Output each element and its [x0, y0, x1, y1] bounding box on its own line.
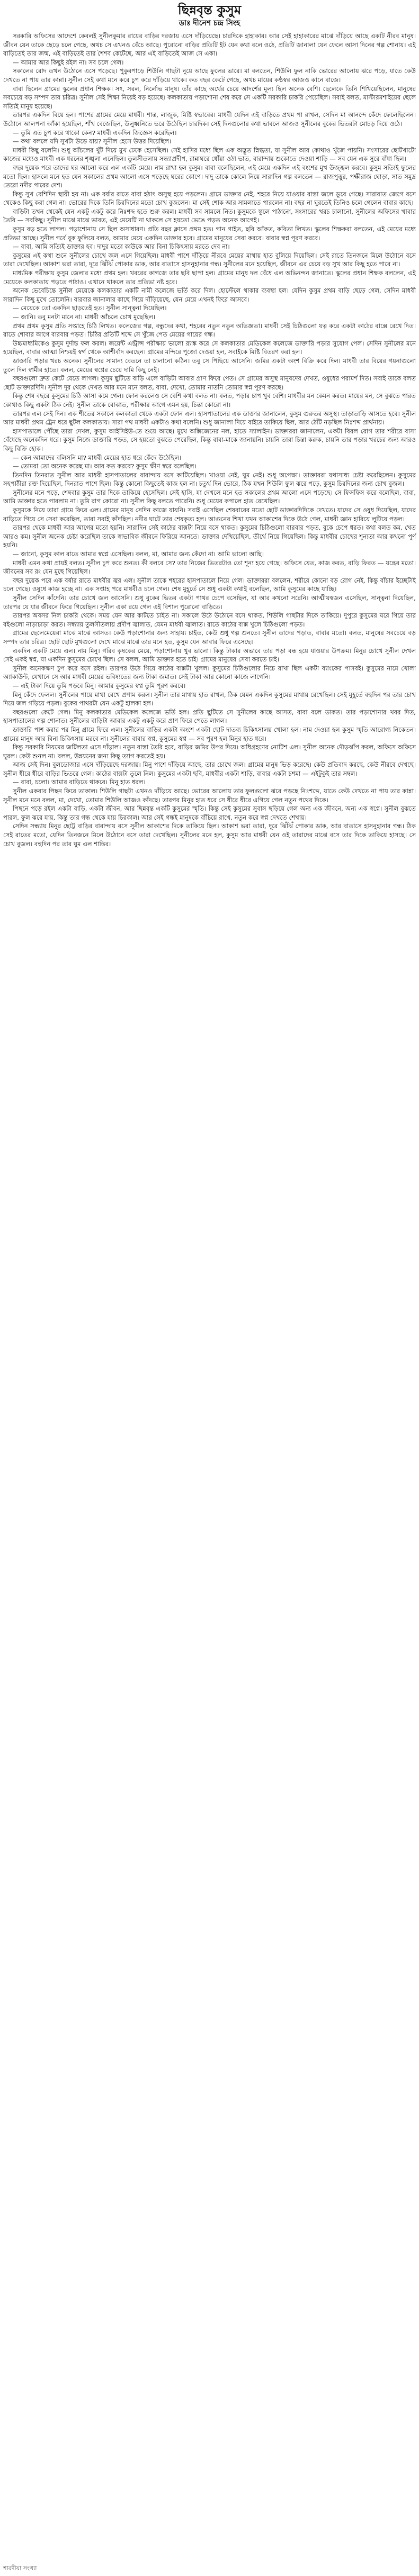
story-paragraph: সকালের রোদ তখন উঠোনে এসে পড়েছে। পুকুরপাড়ে শিউলি গাছটা নুয়ে আছে ফুলের ভারে। মা বলতেন, শিউলি ফুল নাকি ভোরের আলোয় ঝরে পড়ে, যাতে কেউ দেখতে না পায় তার কান্না। সুনীল সেই কথা মনে করে চুপ করে দাঁড়িয়ে থাকে। কত বছর কেটে গেছে, অথচ মায়ের কণ্ঠস্বর আজও কানে বাজে। — [3, 67, 416, 84]
story-paragraph: প্রথম প্রথম কুসুম প্রতি সপ্তাহে চিঠি লিখত। কলেজের গল্প, বন্ধুদের কথা, শহরের নতুন নতুন অভিজ্ঞতা। মাধবী সেই চিঠিগুলো যত্ন করে একটা কাঠের বাক্সে রেখে দিত। রাতে শোবার আগে বারবার পড়ত। চিঠির প্রতিটি শব্দে সে খুঁজে পেত মেয়ের গায়ের গন্ধ। — [3, 322, 416, 339]
story-paragraph: গ্রামের ছেলেমেয়েরা মাঝে মাঝে আসত। কেউ পড়াশোনার জন্য সাহায্য চাইত, কেউ শুধু গল্প শুনতে। সুনীল তাদের পড়াত, বাবার মতো। বলত, মানুষের সবচেয়ে বড় সম্পদ তার চরিত্র। ছোট ছোট মুখগুলো দেখে মাঝে মাঝে তার মনে হত, কুসুম যেন আবার ফিরে এসেছে। — [3, 629, 416, 646]
story-paragraph: বাবা ছিলেন গ্রামের স্কুলের প্রধান শিক্ষক। সৎ, সরল, নির্লোভ মানুষ। তাঁর কাছে অর্থের চেয়ে আদর্শের মূল্য ছিল অনেক বেশি। ছেলেকে তিনি শিখিয়েছিলেন, মানুষের সবচেয়ে বড় সম্পদ তার চরিত্র। সুনীল সেই শিক্ষা নিয়েই বড় হয়েছে। কলকাতায় পড়াশোনা শেষ করে সে একটি সরকারি চাকরি পেয়েছিল। সবাই বলত, মাস্টারমশাইয়ের ছেলে সত্যিই মানুষ হয়েছে। — [3, 85, 416, 110]
story-paragraph: কিন্তু সুখ বেশিদিন স্থায়ী হয় না। এক বর্ষার রাতে বাবা হঠাৎ অসুস্থ হয়ে পড়লেন। গ্রামে ডাক্তার নেই, শহরে নিয়ে যাওয়ার রাস্তা জলে ডুবে গেছে। সারারাত জেগে বসে থেকেও কিছু করা গেল না। ভোরের দিকে তিনি চিরদিনের মতো চোখ বুজলেন। মা সেই শোক আর সামলাতে পারলেন না। বছর না ঘুরতেই তিনিও চলে গেলেন বাবার কাছে। — [3, 190, 416, 207]
story-paragraph: মাধবী এমন কথা প্রায়ই বলত। সুনীল চুপ করে শুনত। কী বলবে সে? তার নিজের ভিতরটাও তো শূন্য হয়ে গেছে। অফিসে যেত, কাজ করত, বাড়ি ফিরত — যন্ত্রের মতো। জীবনের সব রং যেন মুছে গিয়েছিল। — [3, 559, 416, 576]
story-paragraph: তারপর অবসর নিল চাকরি থেকে। সময় যেন আর কাটতে চাইত না। সকালে উঠে উঠোনে বসে থাকত, শিউলি গাছটার দিকে তাকিয়ে। দুপুরে কুসুমের ঘরে গিয়ে তার বইগুলো নাড়াচাড়া করত। সন্ধ্যায় তুলসীতলায় প্রদীপ জ্বালাত, যেমন মাধবী জ্বালাত। রাতে কাঠের বাক্স খুলে চিঠিগুলো পড়ত। — [3, 612, 416, 628]
story-paragraph: — বাবা, আমি সত্যিই ডাক্তার হব। দাদুর মতো কাউকে আর বিনা চিকিৎসায় মরতে দেব না। — [13, 243, 230, 251]
story-paragraph: উচ্চমাধ্যমিকেও কুসুম দুর্দান্ত ফল করল। জয়েন্ট এন্ট্রান্স পরীক্ষায় ভালো র‍্যাঙ্ক করে সে কলকাতার মেডিকেল কলেজে ডাক্তারি পড়ার সুযোগ পেল। সেদিন সুনীলের মনে হয়েছিল, বাবার আত্মা নিশ্চয়ই স্বর্গ থেকে আশীর্বাদ করছেন। গ্রামের মন্দিরে পুজো দেওয়া হল, সবাইকে মিষ্টি বিতরণ করা হল। — [3, 339, 416, 356]
story-paragraph: কুসুমকে নিয়ে তারা গ্রামে ফিরে এল। গ্রামের মানুষ সেদিন কাজে যায়নি। সবাই এসেছিল শেষবারের মতো ছোট ডাক্তারদিদিকে দেখতে। যাদের সে ওষুধ দিয়েছিল, যাদের বাড়িতে গিয়ে সে সেবা করেছিল, তারা সবাই কাঁদছিল। নদীর ঘাটে তার শেষকৃত্য হল। আগুনের শিখা যখন আকাশের দিকে উঠে গেল, মাধবী জ্ঞান হারিয়ে লুটিয়ে পড়ল। — [3, 506, 416, 523]
story-paragraph: সুনীল একবার পিছন ফিরে তাকাল। শিউলি গাছটা এখনও দাঁড়িয়ে আছে। ভোরের আলোয় তার ফুলগুলো ঝরে পড়ছে নিঃশব্দে, যাতে কেউ দেখতে না পায় তার কান্না। সুনীল মনে মনে বলল, মা, দেখো, তোমার শিউলি আজও কাঁদছে। তারপর মিনুর হাত ধরে সে ধীরে ধীরে এগিয়ে গেল নতুন পথের দিকে। — [3, 787, 416, 804]
story-paragraph: সরকারি অফিসের আদেশে কেবলই সুনীলকুমার রায়ের বাড়ির দরজায় এসে দাঁড়িয়েছে। চারদিকে হাহাকার। আর সেই হাহাকারের মাঝে দাঁড়িয়ে আছে একটি নীরব মানুষ। জীবন যেন তাকে ছেড়ে চলে গেছে, অথচ সে এখনও বেঁচে আছে। পুরোনো বাড়ির প্রতিটি ইট যেন কথা বলে ওঠে, প্রতিটি জানালা যেন ফেলে আসা দিনের গল্প শোনায়। এই বাড়িতেই তার জন্ম, এই বাড়িতেই তার শৈশব কেটেছে, আর এই বাড়িতেই আজ সে একা। — [3, 32, 416, 58]
story-paragraph: সেদিন সন্ধ্যায় মিনুর ছোট্ট বাড়ির বারান্দায় বসে সুনীল আকাশের দিকে তাকিয়ে ছিল। আকাশ ভরা তারা, দূরে ঝিঁঝিঁ পোকার ডাক, আর বাতাসে হাসনুহানার গন্ধ। ঠিক সেই রাতের মতো, যেদিন তিনজনে মিলে উঠোনে বসে তারা দেখেছিল। সুনীলের মনে হল, কুসুম আর মাধবী যেন ওই তারাদের মাঝে বসে তার দিকে তাকিয়ে হাসছে। সে চোখ বুজল। বহুদিন পর তার ঘুম এল শান্তির। — [3, 822, 416, 848]
story-paragraph: — এই টাকা দিয়ে তুমি পড়বে মিনু। আমার কুসুমের স্বপ্ন তুমি পূরণ করবে। — [13, 682, 186, 690]
story-paragraph: বছর দুয়েক পরে এক বর্ষার রাতে মাধবীর জ্বর এল। সুনীল তাকে শহরের হাসপাতালে নিয়ে গেল। ডাক্তাররা বললেন, শরীরে কোনো বড় রোগ নেই, কিন্তু বাঁচার ইচ্ছেটাই চলে গেছে। ওষুধে কাজ হচ্ছে না। এক সপ্তাহ পরে মাধবীও চলে গেল। শেষ মুহূর্তে সে শুধু একটা কথাই বলেছিল, আমি কুসুমের কাছে যাচ্ছি। — [3, 576, 416, 593]
story-paragraph: — বাবা, চলো। আমার বাড়িতে থাকবে। মিনু হাত ধরল। — [13, 778, 146, 786]
page-footer: শারদীয়া সংখ্যা — [3, 2565, 37, 2572]
story-paragraph: আজ সেই দিন। বুলডোজার এসে দাঁড়িয়েছে দরজায়। মিনু পাশে দাঁড়িয়ে আছে, তার চোখে জল। গ্রামের মানুষ ভিড় করেছে। কেউ প্রতিবাদ করছে, কেউ নীরবে দেখছে। সুনীল ধীরে ধীরে বাড়ির ভিতরে গেল। কাঠের বাক্সটা তুলে নিল। কুসুমের একটা ছবি, মাধবীর একটা শাড়ি, বাবার একটা চশমা — এইটুকুই তার সম্বল। — [3, 761, 416, 777]
story-paragraph: — মেয়েকে তো একদিন ছাড়তেই হত। সুনীল সান্ত্বনা দিয়েছিল। — [13, 304, 167, 312]
story-paragraph: অনেক ভেবেচিন্তে সুনীল মেয়েকে কলকাতার একটি নামী কলেজে ভর্তি করে দিল। হোস্টেলে থাকার ব্যবস্থা হল। যেদিন কুসুম প্রথম বাড়ি ছেড়ে গেল, সেদিন মাধবী সারাদিন কিছু মুখে তোলেনি। বারবার জানালার কাছে গিয়ে দাঁড়িয়েছে, যেন মেয়ে এখনই ফিরে আসবে। — [3, 287, 416, 303]
story-paragraph: কুসুমের এই কথা শুনে সুনীলের চোখে জল এসে গিয়েছিল। মাধবী পাশে দাঁড়িয়ে নীরবে মেয়ের মাথায় হাত বুলিয়ে দিয়েছিল। সেই রাতে তিনজনে মিলে উঠোনে বসে তারা দেখেছিল। আকাশ ভরা তারা, দূরে ঝিঁঝিঁ পোকার ডাক, আর বাতাসে হাসনুহানার গন্ধ। সুনীলের মনে হয়েছিল, জীবনে এর চেয়ে বড় সুখ আর কিছু হতে পারে না। — [3, 251, 416, 268]
story-paragraph: — তুমি এত চুপ করে থাকো কেন? মাধবী একদিন জিজ্ঞেস করেছিল। — [13, 129, 177, 137]
story-paragraph: — কেন আমাদের বলিসনি মা? মাধবী মেয়ের হাত ধরে কেঁদে উঠেছিল। — [13, 453, 182, 461]
story-paragraph: বাড়িটা তখন থেকেই যেন একটু একটু করে নিঃশব্দ হতে শুরু করল। মাধবী সব সামলে নিত। কুসুমকে স্কুলে পাঠানো, সংসারের খরচ চালানো, সুনীলের অফিসের খাবার তৈরি — সবকিছু। সুনীল মাঝে মাঝে ভাবত, এই মেয়েটি না থাকলে সে হয়তো ভেঙে পড়ত অনেক আগেই। — [3, 207, 416, 224]
story-paragraph: মাধ্যমিক পরীক্ষায় কুসুম জেলার মধ্যে প্রথম হল। খবরের কাগজে তার ছবি ছাপা হল। গ্রামের মানুষ দল বেঁধে এল অভিনন্দন জানাতে। স্কুলের প্রধান শিক্ষক বললেন, এই মেয়েকে কলকাতায় পড়তে পাঠাও। এখানে থাকলে তার প্রতিভা নষ্ট হবে। — [3, 269, 416, 286]
story-title: ছিন্নবৃন্ত কুসুম — [177, 2, 242, 17]
story-paragraph: ডাক্তারি পড়ার খরচ অনেক। সুনীলের সামান্য বেতনে তা চালানো কঠিন। তবু সে পিছিয়ে আসেনি। জমির একটা অংশ বিক্রি করে দিল। মাধবী তার বিয়ের গয়নাগুলো তুলে দিল স্বামীর হাতে। বলল, মেয়ের স্বপ্নের চেয়ে দামি কিছু নেই। — [3, 357, 416, 374]
story-paragraph: তিনদিন তিনরাত সুনীল আর মাধবী হাসপাতালের বারান্দায় বসে কাটিয়েছিল। খাওয়া নেই, ঘুম নেই। শুধু অপেক্ষা। ডাক্তাররা যথাসাধ্য চেষ্টা করেছিলেন। কুসুমের সহপাঠীরা রক্ত দিয়েছিল, দিনরাত পাশে ছিল। কিন্তু কোনো কিছুতেই কাজ হল না। চতুর্থ দিন ভোরে, ঠিক যখন শিউলি ফুল ঝরে পড়ে, কুসুম চিরদিনের জন্য চোখ বুজল। — [3, 471, 416, 488]
story-paragraph: পিছনে পড়ে রইল একটা বাড়ি, একটা জীবন, আর ছিন্নবৃন্ত একটি কুসুমের স্মৃতি। কিন্তু সেই কুসুমের সুবাস ছড়িয়ে গেল অন্য এক জীবনে, অন্য এক স্বপ্নে। সুনীল বুঝতে পারল, ফুল ঝরে যায়, কিন্তু তার গন্ধ থেকে যায় চিরকাল। আর সেই গন্ধই মানুষকে বাঁচিয়ে রাখে, নতুন করে স্বপ্ন দেখতে শেখায়। — [3, 805, 416, 821]
story-body — [3, 32, 416, 848]
story-paragraph: — আমার আর কিছুই রইল না। সব চলে গেল। — [13, 58, 124, 66]
story-paragraph: — জানি। তবু মনটা মানে না। মাধবী আঁচলে চোখ মুছেছিল। — [13, 313, 156, 321]
story-paragraph: তারপর এল সেই দিন। এক শীতের সকালে কলকাতা থেকে একটা ফোন এল। হাসপাতালের এক ডাক্তার জানালেন, কুসুম গুরুতর অসুস্থ। তাড়াতাড়ি আসতে হবে। সুনীল আর মাধবী প্রথম ট্রেন ধরে ছুটল কলকাতায়। সারা পথ মাধবী একটাও কথা বলেনি। শুধু জানালা দিয়ে বাইরে তাকিয়ে ছিল, আর ঠোঁট নড়ছিল নিঃশব্দ প্রার্থনায়। — [3, 410, 416, 427]
story-paragraph: বছরগুলো কেটে গেল। মিনু কলকাতার মেডিকেল কলেজে ভর্তি হল। প্রতি ছুটিতে সে সুনীলের কাছে আসত, বাবা বলে ডাকত। তার পড়াশোনার খবর দিত, হাসপাতালের গল্প শোনাত। সুনীলের বাড়িটা আবার একটু একটু করে প্রাণ ফিরে পেতে লাগল। — [3, 708, 416, 725]
story-paragraph: কুসুম বড় হতে লাগল। পড়াশোনায় সে ছিল অসাধারণ। প্রতি বছর ক্লাসে প্রথম হত। গান গাইত, ছবি আঁকত, কবিতা লিখত। স্কুলের শিক্ষকরা বলতেন, এই মেয়ের মধ্যে প্রতিভা আছে। সুনীল গর্বে বুক ফুলিয়ে বলত, আমার মেয়ে একদিন ডাক্তার হবে। গ্রামের মানুষের সেবা করবে। বাবার স্বপ্ন পূরণ করবে। — [3, 225, 416, 242]
story-paragraph: সুনীল সেদিন কাঁদেনি। তার চোখে জল আসেনি। শুধু বুকের ভিতর একটা পাথর চেপে বসেছিল, যা আর কখনো সরেনি। আত্মীয়স্বজন এসেছিল, সান্ত্বনা দিয়েছিল, তারপর যে যার জীবনে ফিরে গিয়েছিল। সুনীল একা রয়ে গেল এই বিশাল পুরোনো বাড়িতে। — [3, 594, 416, 611]
story-paragraph: সুনীলের মনে পড়ে, শেষবার কুসুম তার দিকে তাকিয়ে হেসেছিল। সেই হাসি, যা দেখলে মনে হত সকালের প্রথম আলো এসে পড়েছে। সে ফিসফিস করে বলেছিল, বাবা, আমি ডাক্তার হতে পারলাম না। তুমি রাগ কোরো না। সুনীল কিছু বলতে পারেনি। শুধু মেয়ের কপালে হাত রেখেছিল। — [3, 488, 416, 505]
story-paragraph: ডাক্তারি পাশ করার পর মিনু গ্রামে ফিরে এল। সুনীলের বাড়ির একটা অংশে একটা ছোট দাতব্য চিকিৎসালয় খোলা হল। নাম দেওয়া হল কুসুম স্মৃতি আরোগ্য নিকেতন। গ্রামের মানুষ আর বিনা চিকিৎসায় মরবে না। সুনীলের বাবার স্বপ্ন, কুসুমের স্বপ্ন — সব পূরণ হল মিনুর হাত ধরে। — [3, 725, 416, 742]
story-paragraph: একদিন একটি মেয়ে এল। নাম মিনু। গরিব কৃষকের মেয়ে, পড়াশোনায় খুব ভালো। কিন্তু টাকার অভাবে তার পড়া বন্ধ হয়ে যাওয়ার উপক্রম। মিনুর চোখে সুনীল দেখল সেই একই স্বপ্ন, যা একদিন কুসুমের চোখে ছিল। সে বলল, আমি ডাক্তার হতে চাই। গ্রামের মানুষের সেবা করতে চাই। — [3, 647, 416, 664]
story-paragraph: মিনু কেঁদে ফেলল। সুনীলের পায়ে মাথা রেখে প্রণাম করল। সুনীল তার মাথায় হাত রাখল, ঠিক যেমন একদিন কুসুমের মাথায় রেখেছিল। সেই মুহূর্তে বহুদিন পর তার চোখ দিয়ে জল গড়িয়ে পড়ল। বুকের পাথরটা যেন একটু হালকা হল। — [3, 691, 416, 708]
story-byline: ডাঃ দীনেশ চন্দ্র সিংহ — [179, 19, 240, 28]
story-paragraph: — তোমরা তো অনেক করেছ মা। আর কত করবে? কুসুম ক্ষীণ স্বরে বলেছিল। — [13, 462, 197, 470]
story-paragraph: — কথা বললে যদি সুখটা উড়ে যায়? সুনীল হেসে উত্তর দিয়েছিল। — [13, 138, 172, 146]
story-paragraph: বছরগুলো দ্রুত কেটে যেতে লাগল। কুসুম ছুটিতে বাড়ি এলে বাড়িটা আবার প্রাণ ফিরে পেত। সে গ্রামের অসুস্থ মানুষদের দেখত, ওষুধের পরামর্শ দিত। সবাই তাকে বলত ছোট ডাক্তারদিদি। সুনীল দূর থেকে দেখত আর মনে মনে বলত, বাবা, দেখো, তোমার নাতনি তোমার স্বপ্ন পূরণ করছে। — [3, 375, 416, 391]
story-paragraph: তারপর একদিন বিয়ে হল। পাশের গ্রামের মেয়ে মাধবী। শান্ত, লাজুক, মিষ্টি স্বভাবের। মাধবী যেদিন এই বাড়িতে প্রথম পা রাখল, সেদিন মা আনন্দে কেঁদে ফেলেছিলেন। উঠোনে আলপনা আঁকা হয়েছিল, শাঁখ বেজেছিল, উলুধ্বনিতে ভরে উঠেছিল চারদিক। সেই দিনগুলোর কথা ভাবলে আজও সুনীলের বুকের ভিতরটা মোচড় দিয়ে ওঠে। — [3, 111, 416, 128]
story-paragraph: তারপর থেকে মাধবী আর আগের মতো হয়নি। সারাদিন সেই কাঠের বাক্সটা নিয়ে বসে থাকত। কুসুমের চিঠিগুলো বারবার পড়ত, বুকে চেপে ধরত। কথা বলত কম, খেত আরও কম। সুনীল অনেক চেষ্টা করেছিল তাকে স্বাভাবিক জীবনে ফিরিয়ে আনতে। ডাক্তার দেখিয়েছিল, তীর্থে নিয়ে গিয়েছিল। কিন্তু মাধবীর চোখের শূন্যতা আর কখনো পূর্ণ হয়নি। — [3, 524, 416, 549]
story-paragraph: কিন্তু সরকারি নিয়মের জটিলতা এসে দাঁড়াল। নতুন রাস্তা তৈরি হবে, বাড়ির জমির উপর দিয়ে। অধিগ্রহণের নোটিশ এল। সুনীল অনেক দৌড়ঝাঁপ করল, অফিসে অফিসে ঘুরল। কেউ শুনল না। বলল, উন্নয়নের জন্য কিছু ত্যাগ করতেই হয়। — [3, 743, 416, 760]
story-paragraph: বছর দুয়েক পরে তাদের ঘর আলো করে এল একটি মেয়ে। নাম রাখা হল কুসুম। বাবা বলেছিলেন, এই মেয়ে একদিন এই বংশের মুখ উজ্জ্বল করবে। কুসুম সত্যিই ফুলের মতো ছিল। হাসলে মনে হত যেন সকালের প্রথম আলো এসে পড়েছে ঘরের কোণে। দাদু তাকে কোলে নিয়ে সারাদিন গল্প বলতেন — রাজপুত্তুর, পক্ষীরাজ ঘোড়া, সাত সমুদ্র তেরো নদীর পারের দেশ। — [3, 164, 416, 189]
story-paragraph: হাসপাতালে পৌঁছে তারা দেখল, কুসুম আইসিইউ-তে শুয়ে আছে। মুখে অক্সিজেনের নল, হাতে স্যালাইন। ডাক্তাররা জানালেন, একটা বিরল রোগ তার শরীরে বাসা বেঁধেছে অনেকদিন ধরে। কুসুম নিজে ডাক্তারি পড়ত, সে হয়তো বুঝতে পেরেছিল, কিন্তু বাবা-মাকে জানায়নি। চায়নি তারা চিন্তা করুক, চায়নি তার পড়ার খরচের জন্য আরও কিছু বিক্রি হোক। — [3, 427, 416, 452]
story-paragraph: সুনীল অনেকক্ষণ চুপ করে বসে রইল। তারপর উঠে গিয়ে কাঠের বাক্সটা খুলল। কুসুমের চিঠিগুলোর নিচে রাখা ছিল একটা ব্যাংকের পাসবই। কুসুমের নামে খোলা অ্যাকাউন্ট, যেখানে সে আর মাধবী মেয়ের ভবিষ্যতের জন্য টাকা জমাত। সেই টাকা আর কোনো কাজে লাগেনি। — [3, 664, 416, 681]
story-paragraph: কিন্তু শেষ বছরে কুসুমের চিঠি আসা কমে গেল। ফোন করলেও সে বেশি কথা বলত না। বলত, পড়ার চাপ খুব বেশি। মাধবীর মন কেমন করত। মায়ের মন, সে বুঝতে পারত কোথাও কিছু একটা ঠিক নেই। সুনীল তাকে বোঝাত, পরীক্ষার আগে এমন হয়, চিন্তা কোরো না। — [3, 392, 416, 409]
story-paragraph: মাধবী কিছু বলেনি। শুধু আঁচলের খুঁট দিয়ে মুখ ঢেকে হেসেছিল। সেই হাসির মধ্যে ছিল এক অদ্ভুত স্নিগ্ধতা, যা সুনীল আর কোথাও খুঁজে পায়নি। সংসারের ছোটখাটো কাজের মধ্যেও মাধবী এক ধরনের শৃঙ্খলা এনেছিল। তুলসীতলায় সন্ধ্যাপ্রদীপ, রান্নাঘরে ধোঁয়া ওঠা ভাত, বারান্দায় শুকোতে দেওয়া শাড়ি — সব যেন এক সুরে বাঁধা ছিল। — [3, 146, 416, 163]
story-paragraph: — জানো, কুসুম কাল রাতে আমার স্বপ্নে এসেছিল। বলল, মা, আমার জন্য কেঁদো না। আমি ভালো আছি। — [13, 550, 264, 558]
